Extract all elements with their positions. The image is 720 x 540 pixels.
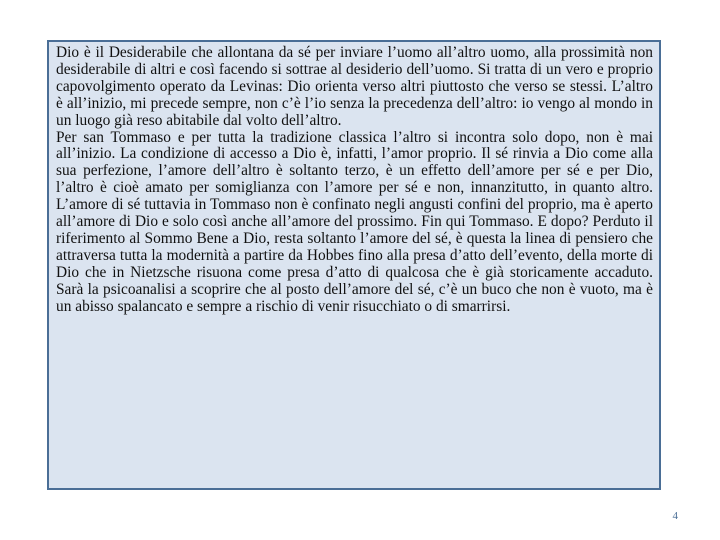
page-number: 4 <box>672 510 678 522</box>
paragraph-levinas: Dio è il Desiderabile che allontana da sé per inviare l’uomo all’altro uomo, alla prossimità non desiderabile di altri e così facendo si sottrae al desiderio dell’uomo. Si tratta di un vero e proprio capovolgimento operato da Levinas: Dio orienta verso altri piuttosto che verso se stessi. L’altro è all’inizio, mi precede sempre, non c’è l’io senza la precedenza dell’altro: io vengo al mondo in un luogo già reso abitabile dal volto dell’altro. <box>56 44 653 129</box>
paragraph-tommaso: Per san Tommaso e per tutta la tradizione classica l’altro si incontra solo dopo, non è mai all’inizio. La condizione di accesso a Dio è, infatti, l’amor proprio. Il sé rinvia a Dio come alla sua perfezione, l’amore dell’altro è soltanto terzo, è un effetto dell’amore per sé e per Dio, l’altro è cioè amato per somiglianza con l’amore per sé e non, innanzitutto, in quanto altro. L’amore di sé tuttavia in Tommaso non è confinato negli angusti confini del proprio, ma è aperto all’amore di Dio e solo così anche all’amore del prossimo. Fin qui Tommaso. E dopo? Perduto il riferimento al Sommo Bene a Dio, resta soltanto l’amore del sé, è questa la linea di pensiero che attraversa tutta la modernità a partire da Hobbes fino alla presa d’atto dell’evento, della morte di Dio che in Nietzsche risuona come presa d’atto di qualcosa che è già storicamente accaduto. Sarà la psicoanalisi a scoprire che al posto dell’amore del sé, c’è un buco che non è vuoto, ma è un abisso spalancato e sempre a rischio di venir risucchiato o di smarrirsi. <box>56 128 653 315</box>
text-box <box>47 40 661 490</box>
